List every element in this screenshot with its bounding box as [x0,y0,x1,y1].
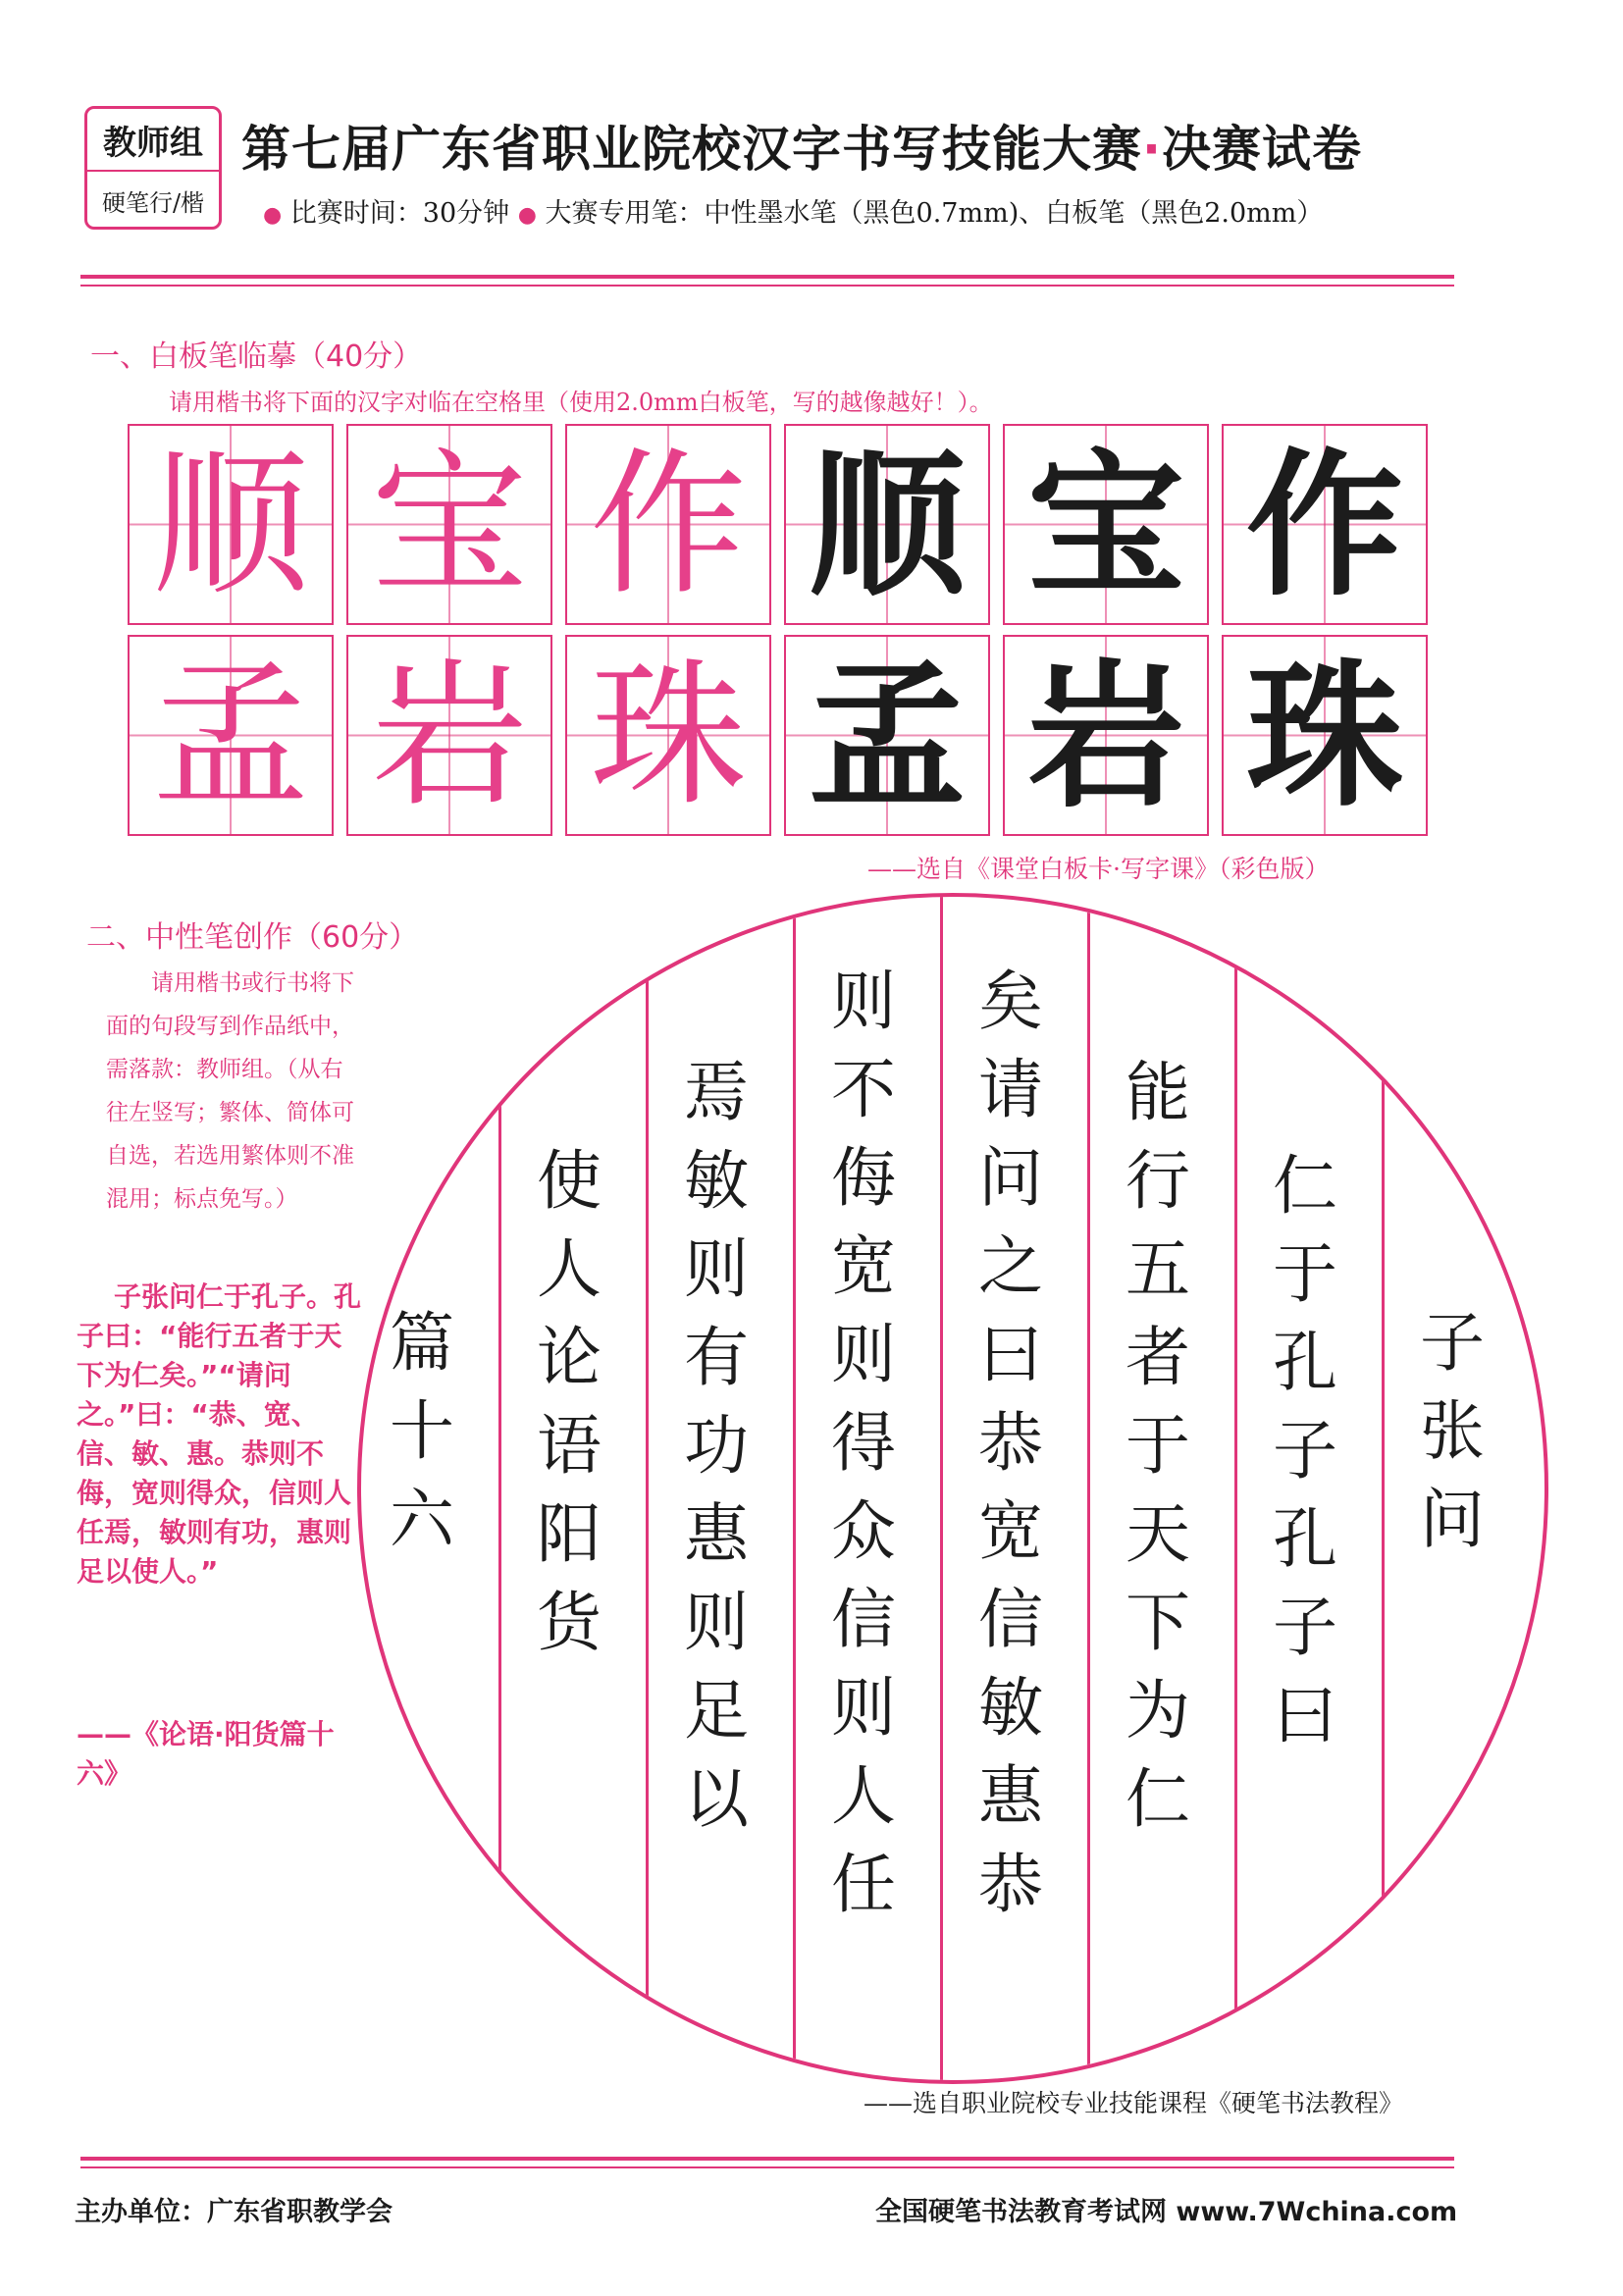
column-character: 任 [831,1847,896,1922]
column-character: 以 [684,1761,749,1837]
column-character: 五 [1126,1231,1190,1307]
title-tail: 决赛试卷 [1162,121,1362,178]
divider-bottom [80,2157,1454,2161]
column-character: 仁 [1273,1148,1337,1224]
column-character: 论 [537,1320,602,1395]
column-character: 则 [831,1317,896,1392]
column-character: 于 [1273,1236,1337,1312]
column-character: 孔 [1273,1325,1337,1400]
column-character: 篇 [390,1305,454,1381]
section2-instruction: 请用楷书或行书将下面的句段写到作品纸中，需落款：教师组。（从右往左竖写；繁体、简体可自选，若选用繁体则不准混用；标点免写。） [106,970,354,1212]
bullet-icon: ● [517,203,537,228]
bullet-icon: ● [263,203,283,228]
column-7 [500,897,638,1667]
passage-source: ——《论语·阳货篇十六》 [77,1718,335,1790]
group-badge [84,106,222,230]
exam-pen: 大赛专用笔：中性墨水笔（黑色0.7mm)、白板笔（黑色2.0mm） [545,198,1324,229]
section2-source: ——选自职业院校专业技能课程《硬笔书法教程》 [864,2089,1404,2117]
copy-cell[interactable]: 珠 [1222,635,1428,836]
column-character: 则 [684,1585,749,1660]
section1-source: ——选自《课堂白板卡·写字课》（彩色版） [867,855,1330,883]
column-character: 侮 [831,1140,896,1216]
column-character: 下 [1126,1585,1190,1660]
column-character: 为 [1126,1673,1190,1748]
exam-time: 比赛时间：30分钟 [289,198,510,229]
column-character: 问 [978,1140,1043,1216]
copy-cell[interactable]: 顺 [784,424,990,625]
column-character: 足 [684,1673,749,1748]
copy-cell[interactable]: 宝 [346,424,552,625]
group-label: 教师组 [87,109,219,172]
column-character: 宽 [978,1493,1043,1569]
column-character: 有 [684,1320,749,1395]
column-character: 则 [684,1231,749,1307]
column-character: 孔 [1273,1501,1337,1577]
section2-title: 二、中性笔创作（60分） [86,920,419,955]
column-character: 功 [684,1408,749,1484]
column-character: 众 [831,1493,896,1569]
column-character: 得 [831,1405,896,1481]
copy-cell[interactable]: 作 [565,424,771,625]
column-character: 子 [1273,1590,1337,1665]
copy-cell[interactable]: 孟 [128,635,334,836]
column-character: 能 [1126,1055,1190,1130]
column-character: 六 [390,1482,454,1557]
copy-cell[interactable]: 孟 [784,635,990,836]
column-character: 则 [831,964,896,1039]
copy-cell[interactable]: 宝 [1003,424,1209,625]
column-8 [357,897,491,1564]
divider-top [80,275,1454,279]
column-character: 语 [537,1408,602,1484]
column-character: 十 [390,1393,454,1469]
column-2 [1236,897,1374,1760]
column-character: 信 [831,1582,896,1657]
column-character: 行 [1126,1143,1190,1219]
column-character: 子 [1273,1413,1337,1488]
copy-cell[interactable]: 珠 [565,635,771,836]
column-character: 张 [1420,1393,1485,1469]
column-6 [648,897,785,1844]
organizer: 主办单位：广东省职教学会 [75,2197,393,2227]
copy-cell[interactable]: 岩 [1003,635,1209,836]
column-character: 之 [978,1228,1043,1304]
title-main: 第七届广东省职业院校汉字书写技能大赛 [241,121,1142,178]
column-character: 仁 [1126,1761,1190,1837]
title-dot: · [1142,121,1162,178]
column-character: 阳 [537,1496,602,1572]
column-character: 宽 [831,1228,896,1304]
column-character: 曰 [1273,1678,1337,1753]
column-character: 人 [537,1231,602,1307]
column-character: 信 [978,1582,1043,1657]
column-character: 矣 [978,964,1043,1039]
composition-circle [357,893,1548,2084]
column-5 [795,897,932,1929]
section1-title: 一、白板笔临摹（40分） [90,339,423,374]
column-character: 则 [831,1670,896,1746]
section1-instruction: 请用楷书将下面的汉字对临在空格里（使用2.0mm白板笔，写的越像越好！）。 [169,389,993,416]
copy-grid [128,424,1431,836]
column-character: 惠 [978,1758,1043,1834]
column-character: 不 [831,1052,896,1127]
column-character: 恭 [978,1847,1043,1922]
group-sub-label: 硬笔行/楷 [101,188,205,217]
column-character: 天 [1126,1496,1190,1572]
column-character: 问 [1420,1482,1485,1557]
column-character: 者 [1126,1320,1190,1395]
column-3 [1089,897,1227,1844]
divider-bottom-thin [80,2166,1454,2168]
column-character: 人 [831,1758,896,1834]
page-title [241,110,1362,181]
column-character: 敏 [684,1143,749,1219]
column-character: 子 [1420,1305,1485,1381]
column-character: 于 [1126,1408,1190,1484]
column-character: 请 [978,1052,1043,1127]
column-4 [942,897,1079,1929]
copy-cell[interactable]: 作 [1222,424,1428,625]
column-character: 使 [537,1143,602,1219]
column-character: 货 [537,1585,602,1660]
divider-top-thin [80,285,1454,287]
copy-cell[interactable]: 顺 [128,424,334,625]
column-1 [1384,897,1521,1564]
column-character: 恭 [978,1405,1043,1481]
column-character: 焉 [684,1055,749,1130]
column-character: 曰 [978,1317,1043,1392]
exam-info [263,191,1323,230]
column-character: 敏 [978,1670,1043,1746]
copy-cell[interactable]: 岩 [346,635,552,836]
website-link[interactable]: 全国硬笔书法教育考试网 www.7Wchina.com [875,2197,1458,2227]
passage-text: 子张问仁于孔子。孔子曰：“能行五者于天下为仁矣。”“请问之。”曰：“恭、宽、信、敏、惠。恭则不侮，宽则得众，信则人任焉，敏则有功，惠则足以使人。” [77,1280,362,1588]
column-character: 惠 [684,1496,749,1572]
